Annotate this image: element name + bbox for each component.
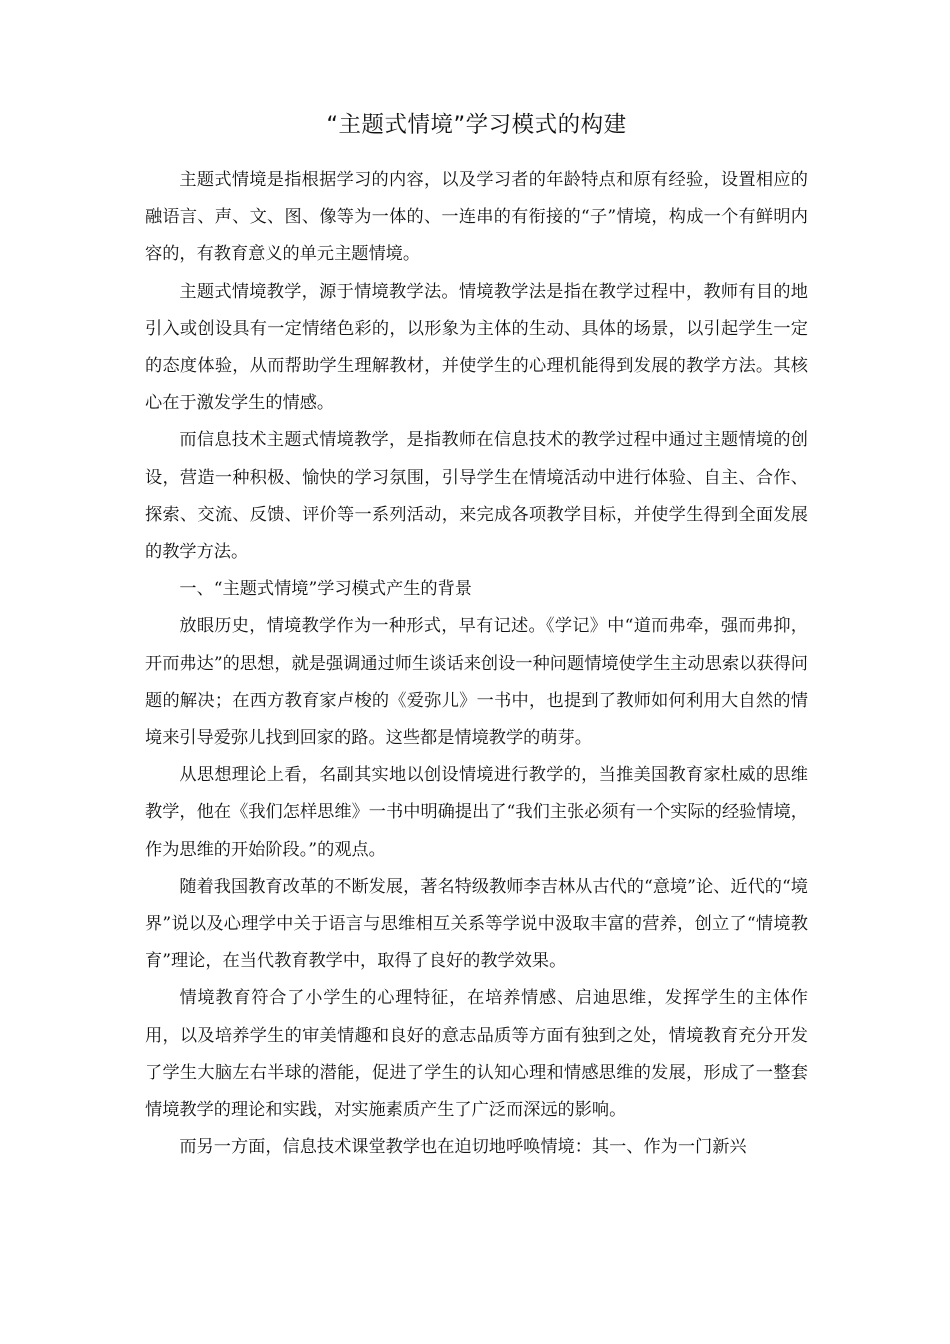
paragraph-definition: 主题式情境是指根据学习的内容，以及学习者的年龄特点和原有经验，设置相应的融语言、声、文、图、像等为一体的、一连串的有衔接的“子”情境，构成一个有鲜明内容的，有教育意义的单元主题情境。 bbox=[145, 170, 808, 265]
paragraph-it-teaching: 而信息技术主题式情境教学，是指教师在信息技术的教学过程中通过主题情境的创设，营造一种积极、愉快的学习氛围，引导学生在情境活动中进行体验、自主、合作、探索、交流、反馈、评价等一系列活动，来完成各项教学目标，并使学生得到全面发展的教学方法。 bbox=[145, 430, 808, 563]
paragraph-theory: 从思想理论上看，名副其实地以创设情境进行教学的，当推美国教育家杜威的思维教学，他在《我们怎样思维》一书中明确提出了“我们主张必须有一个实际的经验情境，作为思维的开始阶段。”的观点。 bbox=[145, 765, 808, 860]
section-heading-background: 一、“主题式情境”学习模式产生的背景 bbox=[179, 579, 472, 600]
paragraph-effects: 情境教育符合了小学生的心理特征，在培养情感、启迪思维，发挥学生的主体作用，以及培养学生的审美情趣和良好的意志品质等方面有独到之处，情境教育充分开发了学生大脑左右半球的潜能，促进了学生的认知心理和情感思维的发展，形成了一整套情境教学的理论和实践，对实施素质产生了广泛而深远的影响。 bbox=[145, 988, 808, 1121]
paragraph-history: 放眼历史，情境教学作为一种形式，早有记述。《学记》中“道而弗牵，强而弗抑，开而弗达”的思想，就是强调通过师生谈话来创设一种问题情境使学生主动思索以获得问题的解决；在西方教育家卢梭的《爱弥儿》一书中，也提到了教师如何利用大自然的情境来引导爱弥儿找到回家的路。这些都是情境教学的萌芽。 bbox=[145, 616, 808, 749]
paragraph-origin: 主题式情境教学，源于情境教学法。情境教学法是指在教学过程中，教师有目的地引入或创设具有一定情绪色彩的，以形象为主体的生动、具体的场景，以引起学生一定的态度体验，从而帮助学生理解教材，并使学生的心理机能得到发展的教学方法。其核心在于激发学生的情感。 bbox=[145, 281, 808, 414]
document-title: “主题式情境”学习模式的构建 bbox=[326, 112, 627, 138]
document-page bbox=[145, 110, 808, 1166]
paragraph-it-need: 而另一方面，信息技术课堂教学也在迫切地呼唤情境：其一、作为一门新兴 bbox=[179, 1137, 747, 1158]
paragraph-reform: 随着我国教育改革的不断发展，著名特级教师李吉林从古代的“意境”论、近代的“境界”说以及心理学中关于语言与思维相互关系等学说中汲取丰富的营养，创立了“情境教育”理论，在当代教育教学中，取得了良好的教学效果。 bbox=[145, 876, 808, 972]
